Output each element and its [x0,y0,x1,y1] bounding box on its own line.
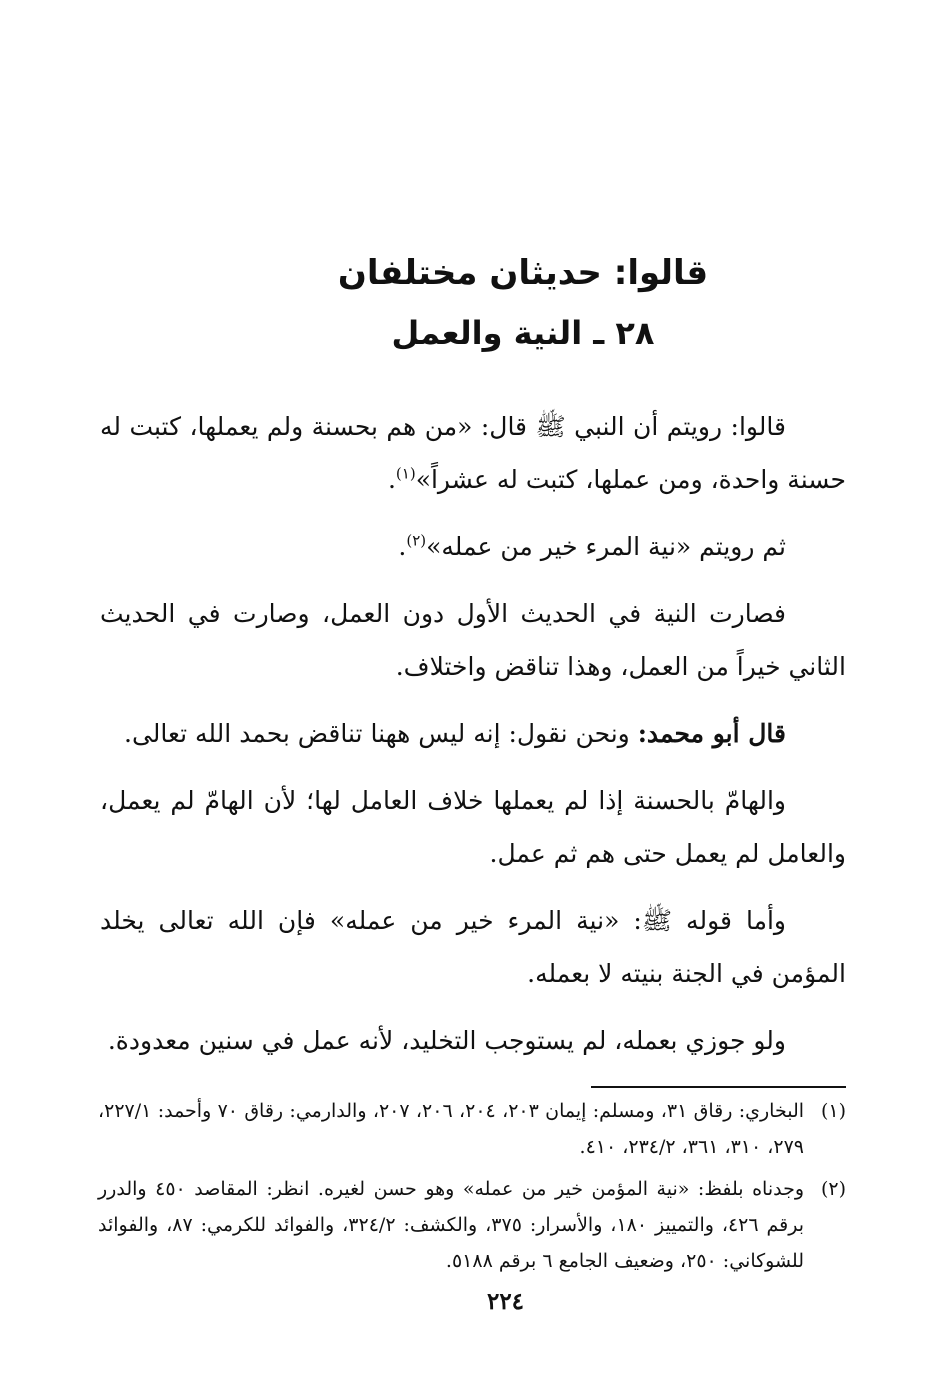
paragraph-2-text: ثم رويتم «نية المرء خير من عمله» [426,532,786,561]
footnote-divider [591,1086,846,1088]
main-text [100,400,846,1081]
page-number: ٢٢٤ [486,1288,525,1315]
paragraph-1-end: . [387,465,396,494]
paragraph-2 [100,520,846,573]
paragraph-6: وأما قوله ﷺ: «نية المرء خير من عمله» فإن الله تعالى يخلد المؤمن في الجنة بنيته لا بعمله. [100,906,846,988]
paragraph-7: ولو جوزي بعمله، لم يستوجب التخليد، لأنه عمل في سنين معدودة. [107,1026,786,1055]
footnote-2 [98,1171,846,1279]
paragraph-4-text: ونحن نقول: إنه ليس ههنا تناقض بحمد الله تعالى. [124,719,638,748]
footnote-number: (٢) [820,1178,846,1200]
paragraph-1 [100,400,846,506]
paragraph-3: فصارت النية في الحديث الأول دون العمل، وصارت في الحديث الثاني خيراً من العمل، وهذا تناقض واختلاف. [100,599,846,681]
speaker-label: قال أبو محمد: [637,719,786,748]
footnote-text: وجدناه بلفظ: «نية المؤمن خير من عمله» وهو حسن لغيره. انظر: المقاصد ٤٥٠ والدرر برقم ٤٢٦، والتمييز ١٨٠، والأسرار: ٣٧٥، والكشف: ٣٢٤/٢، والفوائد للكرمي: ٨٧، والفوائد للشوكاني: ٢٥٠، وضعيف الجامع ٦ برقم ٥١٨٨. [98,1178,805,1272]
footnotes [98,1093,846,1285]
section-title: ٢٨ ـ النية والعمل [391,314,655,352]
footnote-ref-2[interactable]: (٢) [406,531,427,550]
chapter-title: قالوا: حديثان مختلفان [337,253,709,293]
paragraph-4 [100,707,846,760]
footnote-ref-1[interactable]: (١) [395,464,416,483]
footnote-text: البخاري: رقاق ٣١، ومسلم: إيمان ٢٠٣، ٢٠٤، ٢٠٦، ٢٠٧، والدارمي: رقاق ٧٠ وأحمد: ٢٢٧/١، ٢٧٩، ٣١٠، ٣٦١، ٢٣٤/٢، ٤١٠. [98,1100,805,1158]
paragraph-1-text: قالوا: رويتم أن النبي ﷺ قال: «من هم بحسنة ولم يعملها، كتبت له حسنة واحدة، ومن عملها، كتبت له عشراً» [100,412,846,494]
paragraph-2-end: . [398,532,407,561]
footnote-number: (١) [820,1100,846,1122]
paragraph-5: والهامّ بالحسنة إذا لم يعملها خلاف العامل لها؛ لأن الهامّ لم يعمل، والعامل لم يعمل حتى هم ثم عمل. [100,786,846,868]
footnote-1 [98,1093,846,1165]
